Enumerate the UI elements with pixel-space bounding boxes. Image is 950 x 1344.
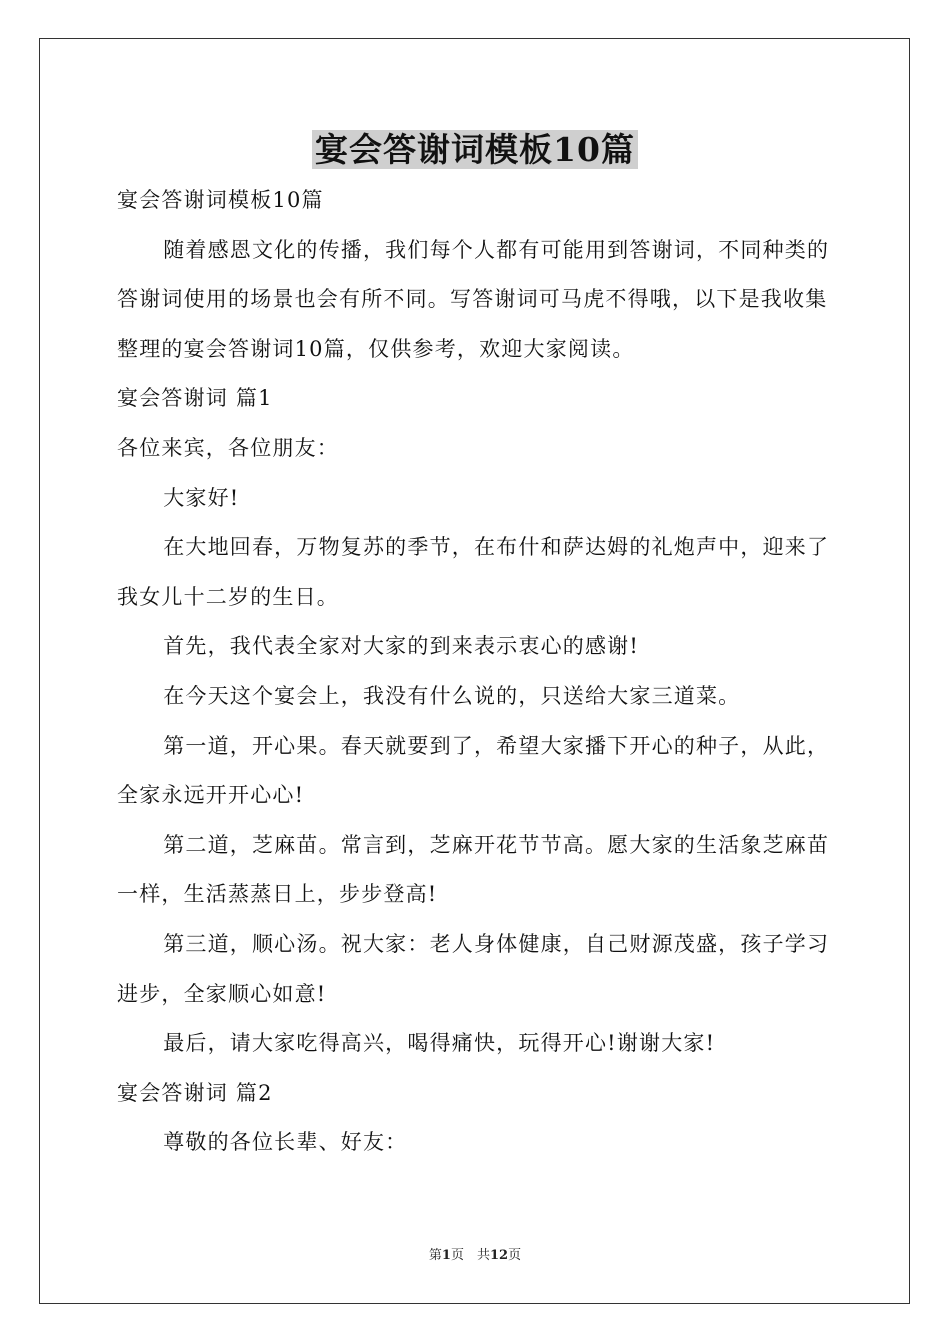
paragraph-1: 随着感恩文化的传播，我们每个人都有可能用到答谢词，不同种类的答谢词使用的场景也会有所不同。写答谢词可马虎不得哦，以下是我收集整理的宴会答谢词10篇，仅供参考，欢迎大家阅读。 — [117, 237, 830, 361]
paragraph-7: 在今天这个宴会上，我没有什么说的，只送给大家三道菜。 — [163, 683, 741, 708]
document-title-text: 宴会答谢词模板10篇 — [312, 130, 638, 169]
paragraph-9: 第二道，芝麻苗。常言到，芝麻开花节节高。愿大家的生活象芝麻苗一样，生活蒸蒸日上，步步登高! — [117, 832, 830, 907]
paragraph-10: 第三道，顺心汤。祝大家：老人身体健康，自己财源茂盛，孩子学习进步，全家顺心如意! — [117, 931, 830, 1006]
paragraph-6: 首先，我代表全家对大家的到来表示衷心的感谢! — [163, 634, 640, 659]
page-suffix: 页 — [508, 1248, 522, 1263]
paragraph-5: 在大地回春，万物复苏的季节，在布什和萨达姆的礼炮声中，迎来了我女儿十二岁的生日。 — [117, 535, 830, 609]
document-body — [117, 176, 833, 1168]
paragraph-3: 各位来宾，各位朋友： — [117, 435, 339, 460]
document-title — [0, 128, 950, 172]
paragraph-11: 最后，请大家吃得高兴，喝得痛快，玩得开心!谢谢大家! — [163, 1031, 716, 1056]
page-mid: 页 共 — [450, 1248, 490, 1263]
page-footer — [0, 1247, 950, 1265]
heading-section-2: 宴会答谢词 篇2 — [117, 1080, 273, 1105]
page-current: 1 — [441, 1248, 451, 1263]
paragraph-13: 尊敬的各位长辈、好友： — [163, 1130, 408, 1155]
paragraph-0: 宴会答谢词模板10篇 — [117, 188, 324, 212]
paragraph-4: 大家好! — [163, 485, 240, 510]
page-prefix: 第 — [428, 1248, 442, 1263]
paragraph-8: 第一道，开心果。春天就要到了，希望大家播下开心的种子，从此，全家永远开开心心! — [117, 733, 830, 808]
heading-section-1: 宴会答谢词 篇1 — [117, 386, 273, 411]
page-total: 12 — [489, 1248, 509, 1263]
